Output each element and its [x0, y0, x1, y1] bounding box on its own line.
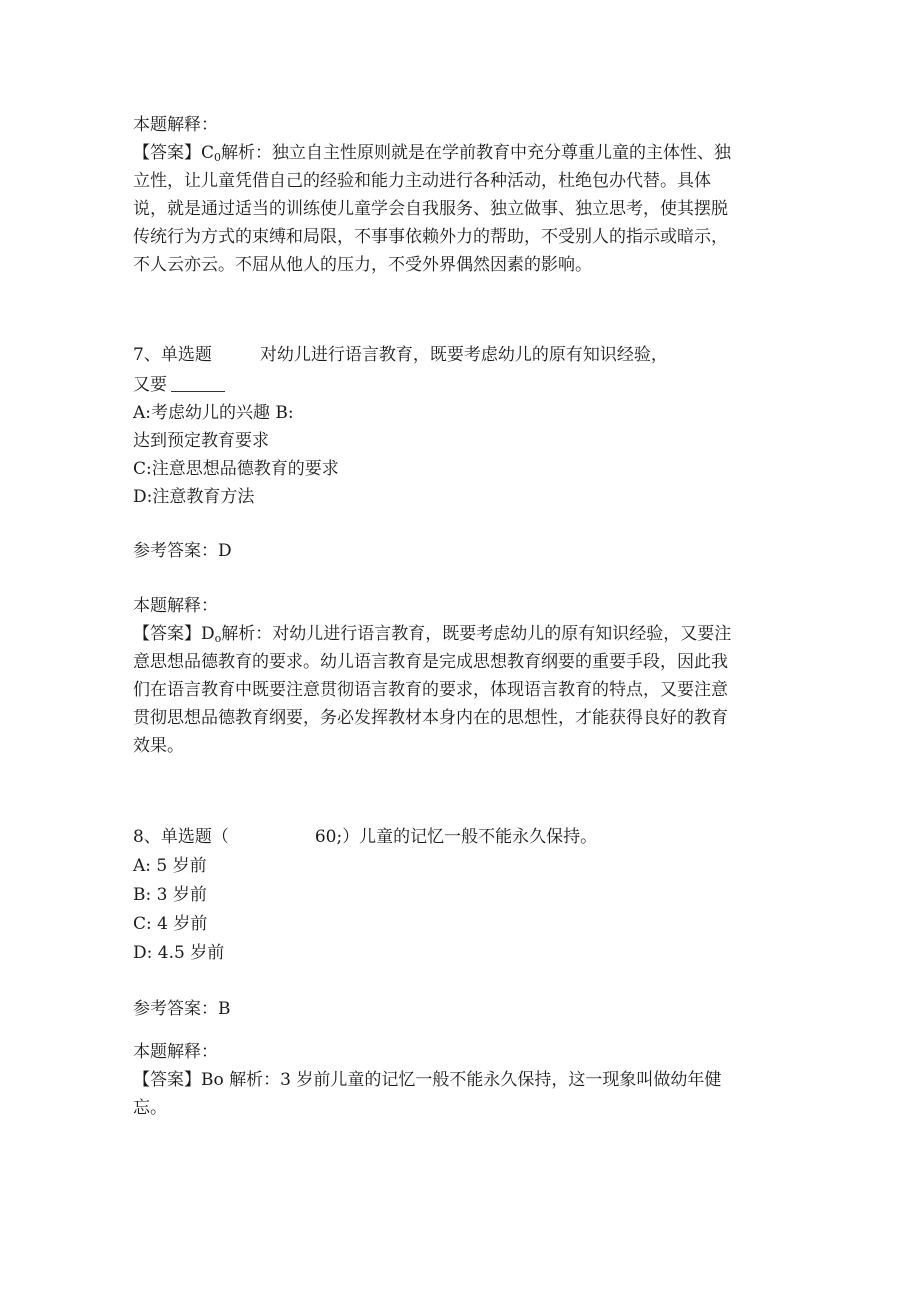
reference-answer-8: 参考答案：B: [133, 999, 231, 1019]
explain-line: 立性，让儿童凭借自己的经验和能力主动进行各种活动，杜绝包办代替。具体: [133, 171, 711, 191]
explain-line: 贯彻思想品德教育纲要，务必发挥教材本身内在的思想性，才能获得良好的教育: [133, 708, 728, 728]
question-7-heading: [133, 341, 668, 369]
explain-label-8: 本题解释：: [133, 1042, 218, 1062]
explain-line: 【答案】Bo 解析：3 岁前儿童的记忆一般不能永久保持，这一现象叫做幼年健: [133, 1070, 722, 1090]
option-a: A: 5 岁前: [133, 856, 207, 876]
explain-line: 们在语言教育中既要注意贯彻语言教育的要求，体现语言教育的特点，又要注意: [133, 680, 728, 700]
explain-line: 忘。: [133, 1098, 167, 1118]
explain-label-6: 本题解释：: [133, 115, 218, 135]
question-stem: 对幼儿进行语言教育，既要考虑幼儿的原有知识经验，: [259, 345, 668, 365]
explain-line: 传统行为方式的束缚和局限，不事事依赖外力的帮助，不受别人的指示或暗示，: [133, 227, 728, 247]
question-8-heading: [133, 823, 597, 851]
explain-line: 效果。: [133, 736, 184, 756]
question-stem: 60;）儿童的记忆一般不能永久保持。: [314, 827, 598, 847]
question-number: 7、单选题: [133, 345, 212, 365]
reference-answer-7: 参考答案：D: [133, 541, 232, 561]
answer-blank: [171, 373, 225, 392]
option-c: C: 4 岁前: [133, 914, 208, 934]
option-d: D: 4.5 岁前: [133, 943, 225, 963]
option-d: D:注意教育方法: [133, 487, 255, 507]
explain-line: 【答案】$D_o$解析：对幼儿进行语言教育，既要考虑幼儿的原有知识经验，又要注: [133, 624, 732, 645]
option-b: B: 3 岁前: [133, 885, 207, 905]
explain-line: 不人云亦云。不屈从他人的压力，不受外界偶然因素的影响。: [133, 255, 592, 275]
option-b: 达到预定教育要求: [133, 431, 269, 451]
explain-line: 意思想品德教育的要求。幼儿语言教育是完成思想教育纲要的重要手段，因此我: [133, 652, 728, 672]
question-number: 8、单选题（: [133, 827, 229, 847]
explain-line: 说，就是通过适当的训练使儿童学会自我服务、独立做事、独立思考，使其摆脱: [133, 199, 728, 219]
option-a: A:考虑幼儿的兴趣 B:: [133, 403, 294, 423]
explain-line: 【答案】$C_0$解析：独立自主性原则就是在学前教育中充分尊重儿童的主体性、独: [133, 143, 732, 164]
option-c: C:注意思想品德教育的要求: [133, 459, 339, 479]
explain-label-7: 本题解释：: [133, 596, 218, 616]
question-7-stem-cont: 又要: [133, 371, 225, 399]
